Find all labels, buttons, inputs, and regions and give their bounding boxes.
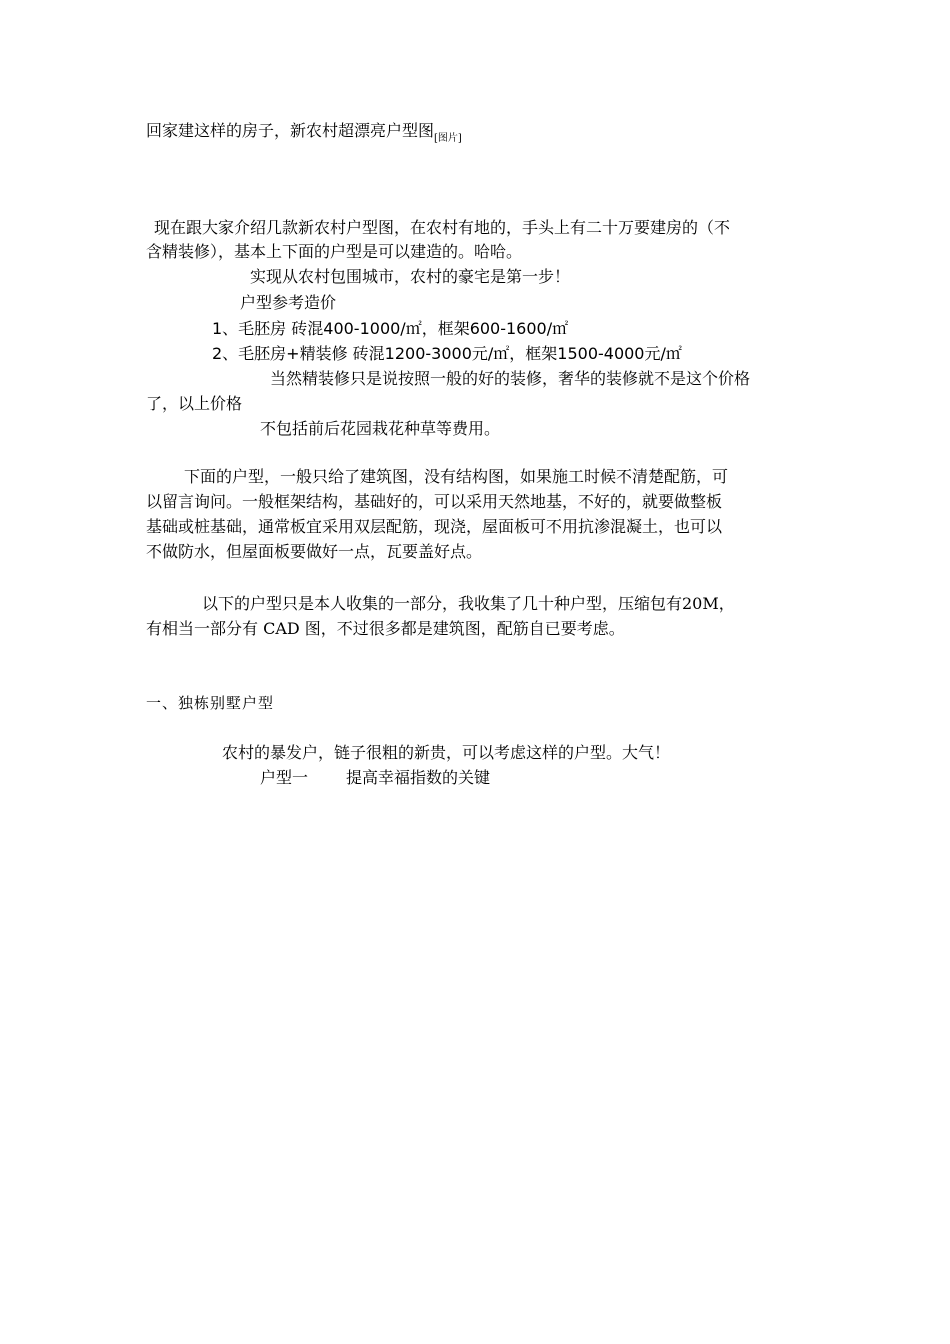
intro-line-3: 实现从农村包围城市，农村的豪宅是第一步！ xyxy=(250,267,571,286)
image-placeholder-tag: [图片] xyxy=(434,133,462,144)
floorplan-item xyxy=(260,767,490,789)
floorplan-caption: 提高幸福指数的关键 xyxy=(346,768,491,787)
price-note-1: 当然精装修只是说按照一般的好的装修，奢华的装修就不是这个价格 xyxy=(270,369,751,388)
section-heading: 一、独栋别墅户型 xyxy=(146,694,275,712)
structure-line-3: 基础或桩基础，通常板宜采用双层配筋，现浇，屋面板可不用抗渗混凝土，也可以 xyxy=(146,517,723,536)
floorplan-label: 户型一 xyxy=(260,768,309,787)
collection-line-2: 有相当一部分有 CAD 图，不过很多都是建筑图，配筋自已要考虑。 xyxy=(146,619,625,638)
price-heading: 户型参考造价 xyxy=(240,293,337,312)
section-description: 农村的暴发户，链子很粗的新贵，可以考虑这样的户型。大气！ xyxy=(222,743,671,762)
price-note-3: 不包括前后花园栽花种草等费用。 xyxy=(260,419,501,438)
price-item-2: 2、毛胚房+精装修 砖混1200-3000元/㎡，框架1500-4000元/㎡ xyxy=(212,344,682,363)
price-item-1: 1、毛胚房 砖混400-1000/㎡，框架600-1600/㎡ xyxy=(212,319,569,338)
price-note-2: 了，以上价格 xyxy=(146,394,243,413)
intro-line-2: 含精装修），基本上下面的户型是可以建造的。哈哈。 xyxy=(146,242,523,261)
structure-line-2: 以留言询问。一般框架结构，基础好的，可以采用天然地基，不好的，就要做整板 xyxy=(146,492,723,511)
title-text: 回家建这样的房子，新农村超漂亮户型图 xyxy=(146,121,435,140)
collection-line-1: 以下的户型只是本人收集的一部分，我收集了几十种户型，压缩包有20M， xyxy=(202,594,735,613)
structure-line-1: 下面的户型，一般只给了建筑图，没有结构图，如果施工时候不清楚配筋，可 xyxy=(184,467,729,486)
intro-line-1: 现在跟大家介绍几款新农村户型图，在农村有地的，手头上有二十万要建房的（不 xyxy=(154,218,731,237)
structure-line-4: 不做防水，但屋面板要做好一点，瓦要盖好点。 xyxy=(146,542,483,561)
page-title xyxy=(146,120,462,145)
